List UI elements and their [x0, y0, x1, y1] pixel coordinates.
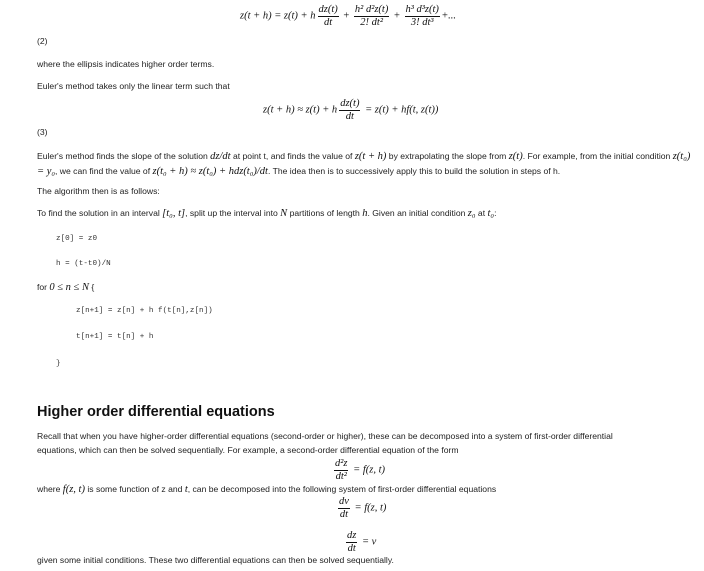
- equation-second-order: [332, 458, 385, 482]
- eq5-denominator: dt: [339, 508, 349, 520]
- interval-text-4: . Given an initial condition: [367, 208, 466, 218]
- eq2-fraction-first: [318, 4, 339, 28]
- eq3-frac-denominator: dt: [345, 110, 354, 122]
- paragraph-ellipsis: where the ellipsis indicates higher order terms.: [37, 59, 215, 69]
- where-math-t: t: [184, 484, 188, 495]
- where-text-2: is some function of z and: [87, 484, 183, 494]
- interval-text-2: , split up the interval into: [185, 208, 278, 218]
- slope-text-1: Euler's method finds the slope of the solution: [37, 151, 208, 161]
- equation-label-2: (2): [37, 36, 48, 46]
- slope-math-zth: z(t + h): [354, 151, 387, 162]
- interval-text-3: partitions of length: [289, 208, 360, 218]
- interval-text-5: at: [477, 208, 486, 218]
- eq2-frac1-denominator: dt: [324, 16, 333, 28]
- where-text-1: where: [37, 484, 61, 494]
- interval-math-n: N: [280, 208, 288, 219]
- eq2-lhs: z(t + h) = z(t) + h: [240, 10, 316, 22]
- slope-math-approx: z(t₀ + h) ≈ z(t₀) + hdz(t₀)/dt: [152, 166, 268, 177]
- eq2-ellipsis: +...: [441, 10, 456, 22]
- code-update-z: z[n+1] = z[n] + h f(t[n],z[n]): [76, 307, 213, 315]
- eq2-frac3-numerator: h³ d³z(t): [405, 4, 439, 15]
- equation-first-order-z: [344, 530, 376, 554]
- interval-math-range: [t₀, t]: [162, 208, 186, 219]
- paragraph-recall-line-2: equations, which can then be solved sequentially. For example, a second-order differential equation of the form: [37, 445, 459, 455]
- equation-taylor-expansion: [240, 4, 456, 28]
- paragraph-interval: [37, 208, 496, 219]
- loop-open-brace: {: [91, 282, 95, 292]
- eq2-plus-1: +: [343, 10, 350, 22]
- interval-text-6: :: [494, 208, 497, 218]
- eq2-frac2-numerator: h² d²z(t): [354, 4, 389, 15]
- slope-math-dzdt: dz/dt: [210, 151, 231, 162]
- equation-label-3: (3): [37, 127, 48, 137]
- eq3-frac-numerator: dz(t): [340, 98, 360, 109]
- loop-close-brace: }: [56, 360, 61, 368]
- paragraph-slope: [37, 149, 697, 179]
- eq3-fraction: [339, 98, 360, 122]
- slope-text-3: by extrapolating the slope from: [388, 151, 507, 161]
- eq6-denominator: dt: [347, 542, 356, 554]
- interval-math-h: h: [362, 208, 368, 219]
- equation-euler-step: [263, 98, 438, 122]
- interval-math-t0: t₀: [487, 208, 495, 219]
- eq2-fraction-second: [354, 4, 389, 28]
- code-init-z: z[0] = z0: [56, 235, 98, 243]
- paragraph-recall-line-1: Recall that when you have higher-order differential equations (second-order or higher), these can be decomposed into a system of first-order differential: [37, 431, 613, 441]
- slope-math-zt: z(t): [508, 151, 523, 162]
- paragraph-where: [37, 484, 496, 495]
- eq4-rhs: = f(z, t): [353, 464, 385, 476]
- slope-text-2: at point t, and finds the value of: [232, 151, 353, 161]
- loop-header: [37, 282, 94, 293]
- eq3-lhs: z(t + h) ≈ z(t) + h: [263, 104, 338, 116]
- paragraph-algorithm: The algorithm then is as follows:: [37, 186, 160, 196]
- eq5-numerator: dv: [339, 496, 349, 507]
- equation-first-order-v: [336, 496, 386, 520]
- slope-text-6: , we can find the value of: [55, 166, 151, 176]
- where-text-3: , can be decomposed into the following system of first-order differential equations: [187, 484, 497, 494]
- interval-text-1: To find the solution in an interval: [37, 208, 160, 218]
- loop-condition: 0 ≤ n ≤ N: [49, 282, 89, 293]
- eq3-rhs: = z(t) + hf(t, z(t)): [365, 104, 439, 116]
- interval-math-z0: z₀: [467, 208, 476, 219]
- eq2-fraction-third: [405, 4, 440, 28]
- eq4-fraction: [334, 458, 348, 482]
- slope-text-7: . The idea then is to successively apply this to build the solution in steps of h.: [267, 166, 561, 176]
- eq6-fraction: [346, 530, 357, 554]
- slope-text-5: condition: [635, 151, 671, 161]
- eq2-frac2-denominator: 2! dt²: [360, 16, 383, 28]
- section-heading-higher-order: Higher order differential equations: [37, 404, 275, 420]
- where-math-fzt: f(z, t): [62, 484, 85, 495]
- code-update-t: t[n+1] = t[n] + h: [76, 333, 154, 341]
- paragraph-euler-linear: Euler's method takes only the linear term such that: [37, 81, 230, 91]
- eq4-denominator: dt²: [335, 470, 347, 482]
- eq2-frac3-denominator: 3! dt³: [410, 16, 434, 28]
- eq5-rhs: = f(z, t): [354, 502, 387, 514]
- slope-math-initial: z(t₀) = y₀: [37, 151, 691, 177]
- eq5-fraction: [338, 496, 350, 520]
- eq4-numerator: d²z: [335, 458, 348, 469]
- paragraph-given: given some initial conditions. These two differential equations can then be solved sequentially.: [37, 555, 394, 565]
- eq6-numerator: dz: [347, 530, 357, 541]
- eq6-rhs: = v: [361, 536, 377, 548]
- slope-text-4: . For example, from the initial: [522, 151, 634, 161]
- code-init-h: h = (t-t0)/N: [56, 260, 111, 268]
- loop-for-keyword: for: [37, 282, 48, 292]
- eq2-frac1-numerator: dz(t): [318, 4, 338, 15]
- eq2-plus-2: +: [393, 10, 400, 22]
